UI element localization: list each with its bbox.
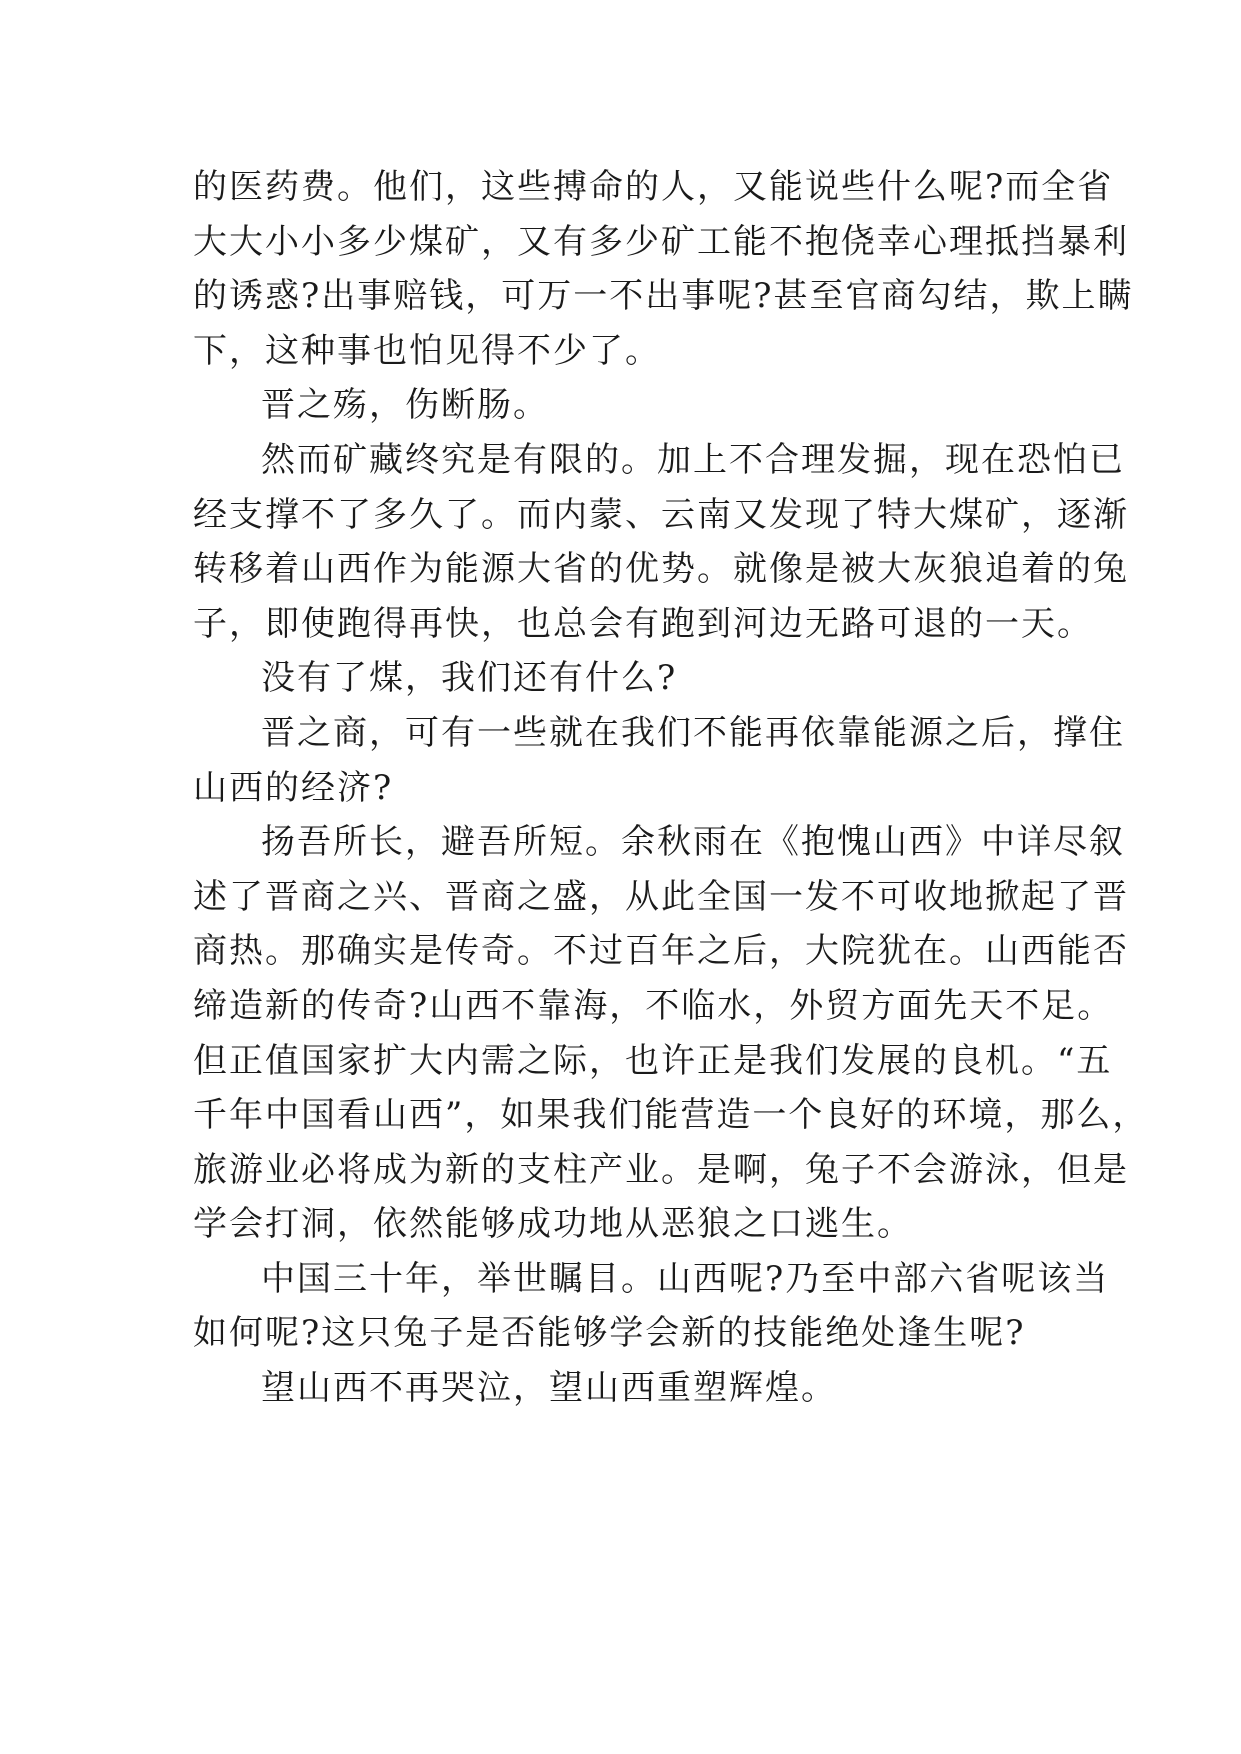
text-line: 子，即使跑得再快，也总会有跑到河边无路可退的一天。 [193, 603, 1093, 644]
text-line: 旅游业必将成为新的支柱产业。是啊，兔子不会游泳，但是 [193, 1149, 1129, 1190]
text-line: 商热。那确实是传奇。不过百年之后，大院犹在。山西能否 [193, 931, 1129, 972]
text-line: 转移着山西作为能源大省的优势。就像是被大灰狼追着的兔 [193, 549, 1129, 590]
text-line: 的诱惑?出事赔钱，可万一不出事呢?甚至官商勾结，欺上瞒 [193, 276, 1134, 317]
text-line: 大大小小多少煤矿，又有多少矿工能不抱侥幸心理抵挡暴利 [193, 221, 1129, 262]
text-line: 述了晋商之兴、晋商之盛，从此全国一发不可收地掀起了晋 [193, 876, 1129, 917]
text-line: 学会打洞，依然能够成功地从恶狼之口逃生。 [193, 1204, 913, 1245]
text-line: 没有了煤，我们还有什么? [261, 658, 678, 699]
body-text [193, 160, 1149, 1416]
text-line: 然而矿藏终究是有限的。加上不合理发掘，现在恐怕已 [261, 439, 1125, 480]
text-line: 千年中国看山西”，如果我们能营造一个良好的环境，那么， [193, 1095, 1149, 1136]
text-line: 但正值国家扩大内需之际，也许正是我们发展的良机。“五 [193, 1040, 1113, 1081]
text-line: 下，这种事也怕见得不少了。 [193, 330, 661, 371]
text-line: 晋之殇，伤断肠。 [261, 385, 549, 426]
text-line: 望山西不再哭泣，望山西重塑辉煌。 [261, 1368, 837, 1409]
text-line: 的医药费。他们，这些搏命的人，又能说些什么呢?而全省 [193, 167, 1114, 207]
text-line: 晋之商，可有一些就在我们不能再依靠能源之后，撑住 [261, 712, 1125, 753]
text-line: 扬吾所长，避吾所短。余秋雨在《抱愧山西》中详尽叙 [261, 822, 1125, 863]
text-line: 缔造新的传奇?山西不靠海，不临水，外贸方面先天不足。 [193, 985, 1114, 1026]
text-line: 中国三十年，举世瞩目。山西呢?乃至中部六省呢该当 [261, 1258, 1110, 1299]
text-line: 如何呢?这只兔子是否能够学会新的技能绝处逢生呢? [193, 1313, 1026, 1354]
text-line: 经支撑不了多久了。而内蒙、云南又发现了特大煤矿，逐渐 [193, 494, 1129, 535]
text-line: 山西的经济? [193, 767, 394, 808]
